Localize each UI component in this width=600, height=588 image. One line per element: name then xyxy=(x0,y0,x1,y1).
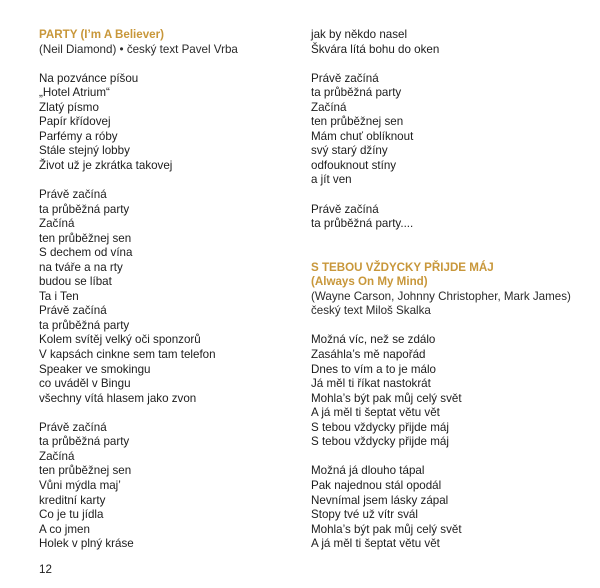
lyric-line: Možná já dlouho tápal xyxy=(311,464,425,478)
stanza-gap xyxy=(311,450,591,465)
stanza-gap xyxy=(311,319,591,334)
lyric-line: Holek v plný kráse xyxy=(39,537,134,551)
lyric-line: A co jmen xyxy=(39,522,90,536)
lyric-line: Škvára lítá bohu do oken xyxy=(311,42,440,56)
stanza-gap xyxy=(311,232,591,247)
stanza xyxy=(311,333,591,449)
lyric-line: Začíná xyxy=(311,100,347,114)
stanza-gap xyxy=(39,57,289,72)
stanza-gap xyxy=(311,57,591,72)
lyric-line: ten průběžnej sen xyxy=(311,115,404,129)
lyric-line: Začíná xyxy=(39,449,75,463)
lyric-line: kreditní karty xyxy=(39,493,106,507)
stanza xyxy=(311,203,591,232)
stanza xyxy=(311,72,591,188)
lyric-line: Možná víc, než se zdálo xyxy=(311,333,436,347)
song-title: PARTY (I’m A Believer) xyxy=(39,28,164,41)
lyric-line: ta průběžná party xyxy=(39,435,130,449)
page-number: 12 xyxy=(39,563,52,576)
lyric-line: Na pozvánce píšou xyxy=(39,71,139,85)
song-title: S TEBOU VŽDYCKY PŘIJDE MÁJ xyxy=(311,260,494,274)
lyric-line: S tebou vždycky přijde máj xyxy=(311,420,449,434)
lyric-line: svý starý džíny xyxy=(311,144,388,158)
lyric-line: Parfémy a róby xyxy=(39,129,118,143)
stanza xyxy=(311,28,591,57)
lyric-line: Nevnímal jsem lásky zápal xyxy=(311,493,449,507)
stanza-gap xyxy=(311,246,591,261)
lyric-line: Začíná xyxy=(39,217,75,231)
lyric-line: Právě začíná xyxy=(39,304,107,318)
lyric-line: Stopy tvé už vítr svál xyxy=(311,508,418,522)
lyric-line: Právě začíná xyxy=(311,71,379,85)
stanza-gap xyxy=(311,188,591,203)
stanza xyxy=(311,464,591,551)
lyric-line: ta průběžná party xyxy=(311,86,402,100)
lyric-line: Pak najednou stál opodál xyxy=(311,478,442,492)
lyric-line: Zlatý písmo xyxy=(39,100,99,114)
lyric-line: ta průběžná party xyxy=(39,318,130,332)
lyric-line: Právě začíná xyxy=(39,420,107,434)
lyric-line: Právě začíná xyxy=(39,188,107,202)
lyric-line: Mám chuť oblíknout xyxy=(311,129,414,143)
lyric-line: odfouknout stíny xyxy=(311,158,397,172)
lyric-line: Speaker ve smokingu xyxy=(39,362,151,376)
lyric-line: Já měl ti říkat nastokrát xyxy=(311,377,431,391)
lyric-line: S tebou vždycky přijde máj xyxy=(311,435,449,449)
lyric-line: Mohla’s být pak můj celý svět xyxy=(311,522,462,536)
lyric-line: „Hotel Atrium“ xyxy=(39,86,110,100)
right-column xyxy=(311,28,591,552)
stanza-gap xyxy=(39,173,289,188)
lyric-line: Vůni mýdla maj’ xyxy=(39,478,121,492)
lyric-line: na tváře a na rty xyxy=(39,260,123,274)
stanza-gap xyxy=(39,406,289,421)
lyric-line: Papír křídovej xyxy=(39,115,111,129)
lyric-line: Mohla’s být pak můj celý svět xyxy=(311,391,462,405)
song-credit: (Wayne Carson, Johnny Christopher, Mark James) xyxy=(311,289,571,303)
song-subtitle: (Always On My Mind) xyxy=(311,275,428,289)
lyric-line: Život už je zkrátka takovej xyxy=(39,158,173,172)
song-credit: (Neil Diamond) • český text Pavel Vrba xyxy=(39,42,238,56)
lyric-line: Co je tu jídla xyxy=(39,508,104,522)
lyric-line: všechny vítá hlasem jako zvon xyxy=(39,391,197,405)
stanza xyxy=(39,72,289,174)
lyric-line: jak by někdo nasel xyxy=(311,28,408,41)
lyric-line: ta průběžná party.... xyxy=(311,217,414,231)
lyric-line: ta průběžná party xyxy=(39,202,130,216)
lyric-line: ten průběžnej sen xyxy=(39,464,132,478)
lyric-line: S dechem od vína xyxy=(39,246,133,260)
lyric-line: budou se líbat xyxy=(39,275,112,289)
lyric-line: ten průběžnej sen xyxy=(39,231,132,245)
lyric-line: A já měl ti šeptat větu vět xyxy=(311,537,440,551)
stanza xyxy=(39,421,289,552)
lyric-line: A já měl ti šeptat větu vět xyxy=(311,406,440,420)
lyric-line: co uváděl v Bingu xyxy=(39,377,131,391)
lyric-line: Dnes to vím a to je málo xyxy=(311,362,437,376)
lyric-line: Stále stejný lobby xyxy=(39,144,130,158)
lyric-line: Právě začíná xyxy=(311,202,379,216)
lyric-line: Zasáhla’s mě napořád xyxy=(311,348,426,362)
lyric-line: V kapsách cinkne sem tam telefon xyxy=(39,348,216,362)
stanza xyxy=(39,188,289,406)
lyric-line: a jít ven xyxy=(311,173,352,187)
left-column xyxy=(39,28,289,552)
lyric-line: Ta i Ten xyxy=(39,289,79,303)
song-credit: český text Miloš Skalka xyxy=(311,304,431,318)
lyric-line: Kolem svítěj velký oči sponzorů xyxy=(39,333,201,347)
